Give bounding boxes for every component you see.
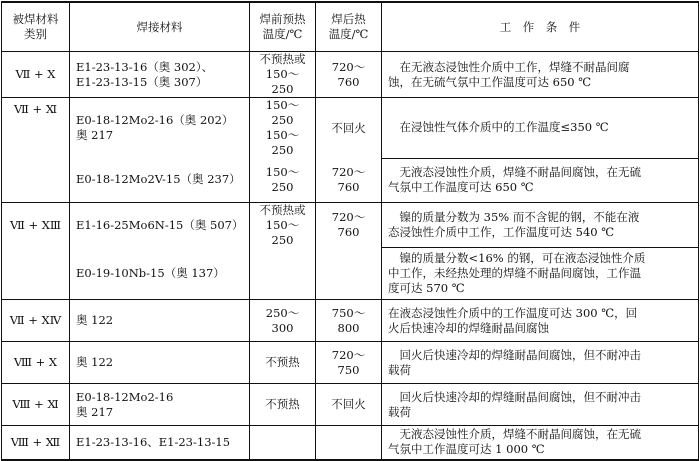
cell-preheat: 不预热 — [250, 384, 316, 426]
cell-type: Ⅷ + Ⅺ — [2, 384, 70, 426]
cell-material: E0-19-10Nb-15（奥 137） — [70, 248, 250, 300]
cell-conditions: 回火后快速冷却的焊缝耐晶间腐蚀，但不耐冲击 载荷 — [382, 384, 699, 426]
cell-type: Ⅷ + Ⅻ — [2, 426, 70, 460]
header-type: 被焊材料 类别 — [2, 2, 70, 52]
cell-type: Ⅶ + Ⅺ — [2, 98, 70, 159]
cell-preheat: 不预热或 150～250 — [250, 202, 316, 248]
cell-type: Ⅷ + Ⅹ — [2, 342, 70, 384]
cell-postheat: 720～760 — [316, 202, 382, 248]
cell-conditions: 镍的质量分数为 35% 而不含铌的钢，不能在液 态浸蚀性介质中工作，工作温度可达 540 ℃ — [382, 202, 699, 248]
table-row — [2, 158, 699, 202]
cell-conditions: 无液态浸蚀性介质，焊缝不耐晶间腐蚀，在无硫 气氛中工作温度可达 650 ℃ — [382, 158, 699, 202]
table-row — [2, 426, 699, 460]
cell-type: Ⅶ + ⅩⅣ — [2, 300, 70, 342]
table-row — [2, 300, 699, 342]
header-row — [2, 2, 699, 52]
cell-preheat: 150～250 — [250, 158, 316, 202]
cell-postheat: 720～750 — [316, 342, 382, 384]
table-row — [2, 98, 699, 159]
cell-conditions: 无液态浸蚀性介质，焊缝不耐晶间腐蚀，在无硫 气氛中工作温度可达 1 000 ℃ — [382, 426, 699, 460]
cell-material: E1-16-25Mo6N-15（奥 507） — [70, 202, 250, 248]
cell-material: E0-18-12Mo2-16（奥 202） 奥 217 — [70, 98, 250, 159]
table-row — [2, 52, 699, 98]
header-conditions: 工 作 条 件 — [382, 2, 699, 52]
cell-conditions: 回火后快速冷却的焊缝耐晶间腐蚀，但不耐冲击 载荷 — [382, 342, 699, 384]
cell-preheat: 150～250 150～250 — [250, 98, 316, 159]
cell-preheat — [250, 426, 316, 460]
cell-material: 奥 122 — [70, 300, 250, 342]
cell-material: E0-18-12Mo2-16 奥 217 — [70, 384, 250, 426]
cell-conditions: 在浸蚀性气体介质中的工作温度≤350 ℃ — [382, 98, 699, 159]
cell-postheat: 720～760 — [316, 158, 382, 202]
cell-type: Ⅶ + Ⅹ — [2, 52, 70, 98]
table-row — [2, 384, 699, 426]
cell-postheat: 不回火 — [316, 98, 382, 159]
header-postheat: 焊后热 温度/℃ — [316, 2, 382, 52]
cell-type — [2, 248, 70, 300]
header-preheat: 焊前预热 温度/℃ — [250, 2, 316, 52]
cell-material: E0-18-12Mo2V-15（奥 237） — [70, 158, 250, 202]
table-row — [2, 342, 699, 384]
cell-preheat — [250, 248, 316, 300]
cell-preheat: 不预热或 150～250 — [250, 52, 316, 98]
cell-conditions: 在液态浸蚀性介质中的工作温度可达 300 ℃，回 火后快速冷却的焊缝耐晶间腐蚀 — [382, 300, 699, 342]
cell-preheat: 不预热 — [250, 342, 316, 384]
cell-type: Ⅶ + ⅩⅢ — [2, 202, 70, 248]
cell-material: E1-23-13-16（奥 302）、 E1-23-13-15（奥 307） — [70, 52, 250, 98]
cell-material: E1-23-13-16、E1-23-13-15 — [70, 426, 250, 460]
cell-postheat — [316, 248, 382, 300]
cell-postheat — [316, 426, 382, 460]
table-row — [2, 248, 699, 300]
cell-postheat: 750～800 — [316, 300, 382, 342]
welding-materials-table — [1, 1, 699, 461]
cell-conditions: 镍的质量分数<16% 的钢，可在液态浸蚀性介质 中工作，未经热处理的焊缝不耐晶间腐蚀，工作温 度可达 570 ℃ — [382, 248, 699, 300]
cell-type — [2, 158, 70, 202]
table-row — [2, 202, 699, 248]
header-material: 焊接材料 — [70, 2, 250, 52]
cell-material: 奥 122 — [70, 342, 250, 384]
cell-postheat: 不回火 — [316, 384, 382, 426]
cell-conditions: 在无液态浸蚀性介质中工作，焊缝不耐晶间腐 蚀，在无硫气氛中工作温度可达 650 ℃ — [382, 52, 699, 98]
cell-preheat: 250～300 — [250, 300, 316, 342]
cell-postheat: 720～760 — [316, 52, 382, 98]
